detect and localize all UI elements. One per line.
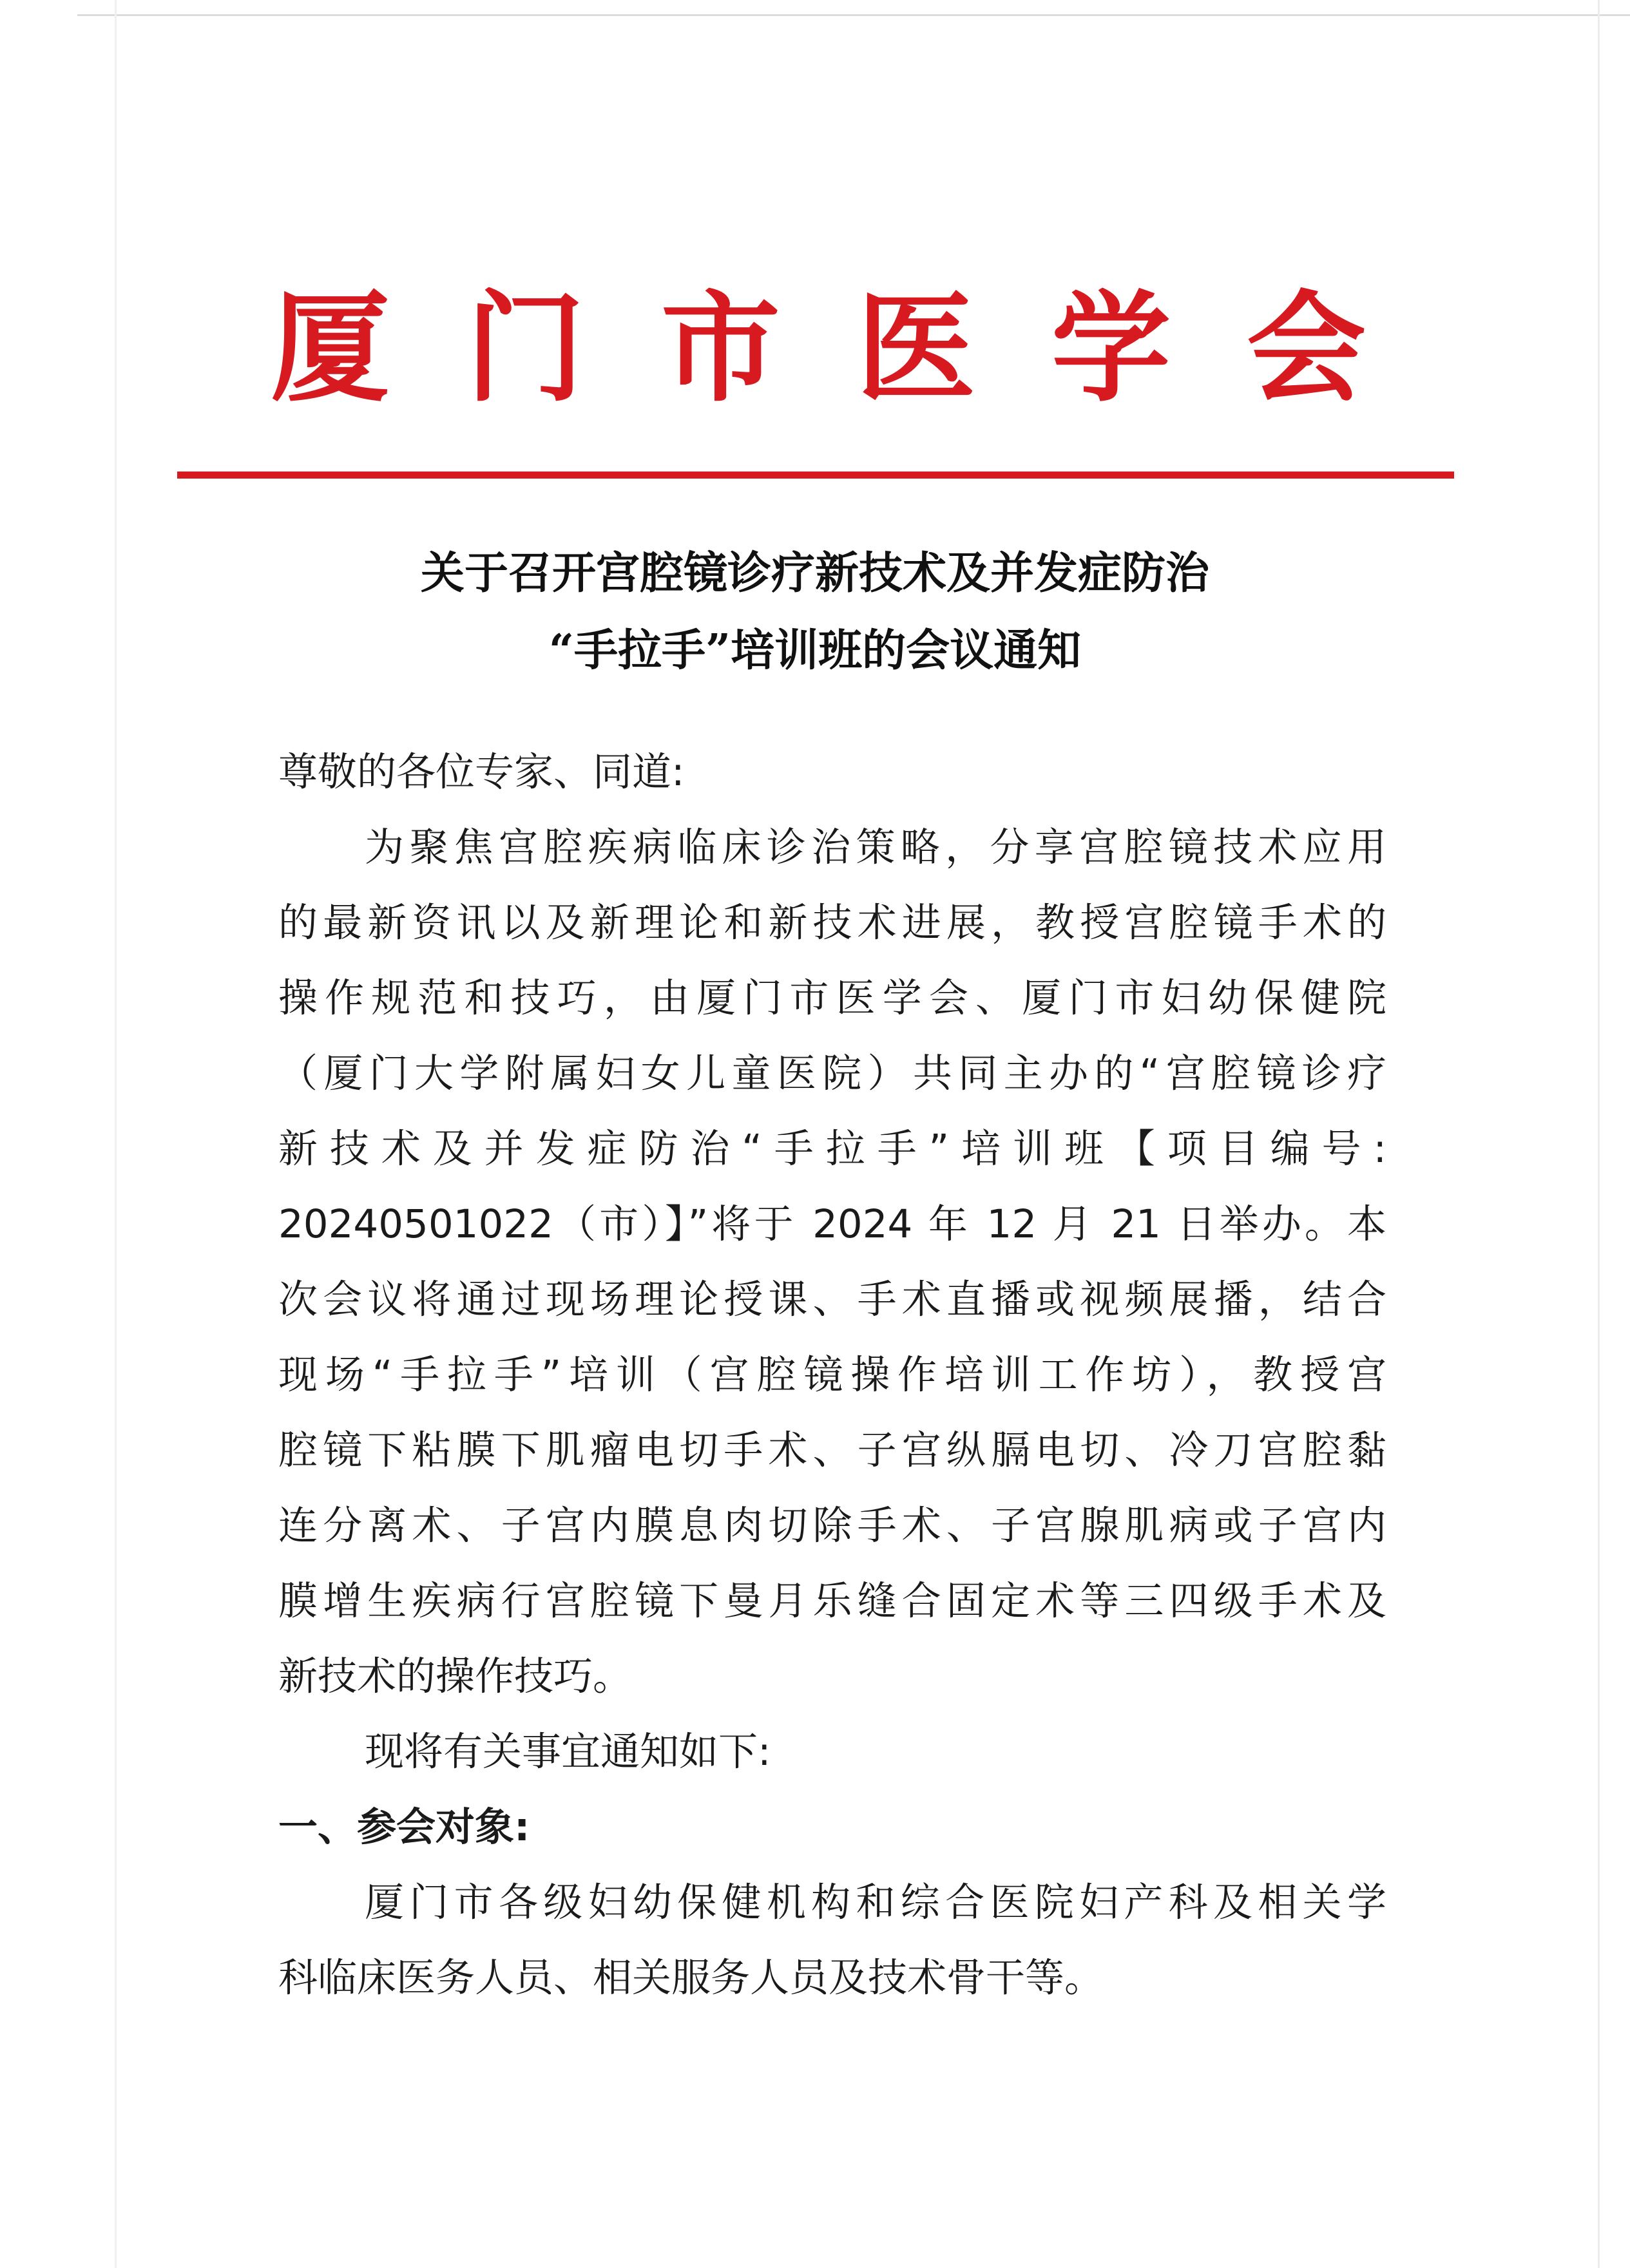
paragraph-line: 新技术的操作技巧。 — [278, 1653, 633, 1699]
red-divider-rule — [177, 472, 1454, 479]
paragraph-line: 腔镜下粘膜下肌瘤电切手术、子宫纵膈电切、冷刀宫腔黏 — [278, 1427, 1386, 1473]
notice-intro: 现将有关事宜通知如下: — [365, 1729, 771, 1775]
section-line: 科临床医务人员、相关服务人员及技术骨干等。 — [278, 1955, 1104, 2001]
paragraph-line: 20240501022（市）】”将于 2024 年 12 月 21 日举办。本 — [278, 1201, 1386, 1247]
section-heading: 一、参会对象: — [278, 1804, 530, 1850]
paragraph-line: （厦门大学附属妇女儿童医院）共同主办的“宫腔镜诊疗 — [278, 1051, 1386, 1096]
letterhead-char: 厦 — [271, 278, 390, 418]
paragraph-line: 的最新资讯以及新理论和新技术进展，教授宫腔镜手术的 — [278, 900, 1386, 946]
paragraph-line: 为聚焦宫腔疾病临床诊治策略，分享宫腔镜技术应用 — [365, 824, 1386, 870]
paragraph-line: 膜增生疾病行宫腔镜下曼月乐缝合固定术等三四级手术及 — [278, 1578, 1386, 1624]
scan-edge-left — [115, 0, 117, 2268]
document-body — [278, 734, 1386, 2015]
letterhead-char: 市 — [661, 278, 780, 418]
paragraph-line: 现场“手拉手”培训（宫腔镜操作培训工作坊），教授宫 — [278, 1352, 1386, 1398]
paragraph-line: 次会议将通过现场理论授课、手术直播或视频展播，结合 — [278, 1277, 1386, 1322]
paragraph-line: 连分离术、子宫内膜息肉切除手术、子宫腺肌病或子宫内 — [278, 1503, 1386, 1549]
letterhead-char: 会 — [1247, 278, 1366, 418]
salutation: 尊敬的各位专家、同道: — [278, 749, 685, 795]
document-title — [193, 535, 1437, 689]
paragraph-line: 操作规范和技巧，由厦门市医学会、厦门市妇幼保健院 — [278, 975, 1386, 1021]
title-line-1: 关于召开宫腔镜诊疗新技术及并发症防治 — [420, 548, 1209, 599]
paragraph-line: 新技术及并发症防治“手拉手”培训班【项目编号: — [278, 1126, 1386, 1172]
scan-edge-right — [1598, 0, 1600, 2268]
letterhead-char: 医 — [856, 278, 975, 418]
section-line: 厦门市各级妇幼保健机构和综合医院妇产科及相关学 — [365, 1880, 1386, 1925]
letterhead-char: 门 — [466, 278, 585, 418]
scan-edge-top — [77, 14, 1630, 16]
organization-letterhead — [271, 278, 1366, 418]
letterhead-char: 学 — [1051, 278, 1171, 418]
title-line-2: “手拉手”培训班的会议通知 — [548, 625, 1082, 676]
